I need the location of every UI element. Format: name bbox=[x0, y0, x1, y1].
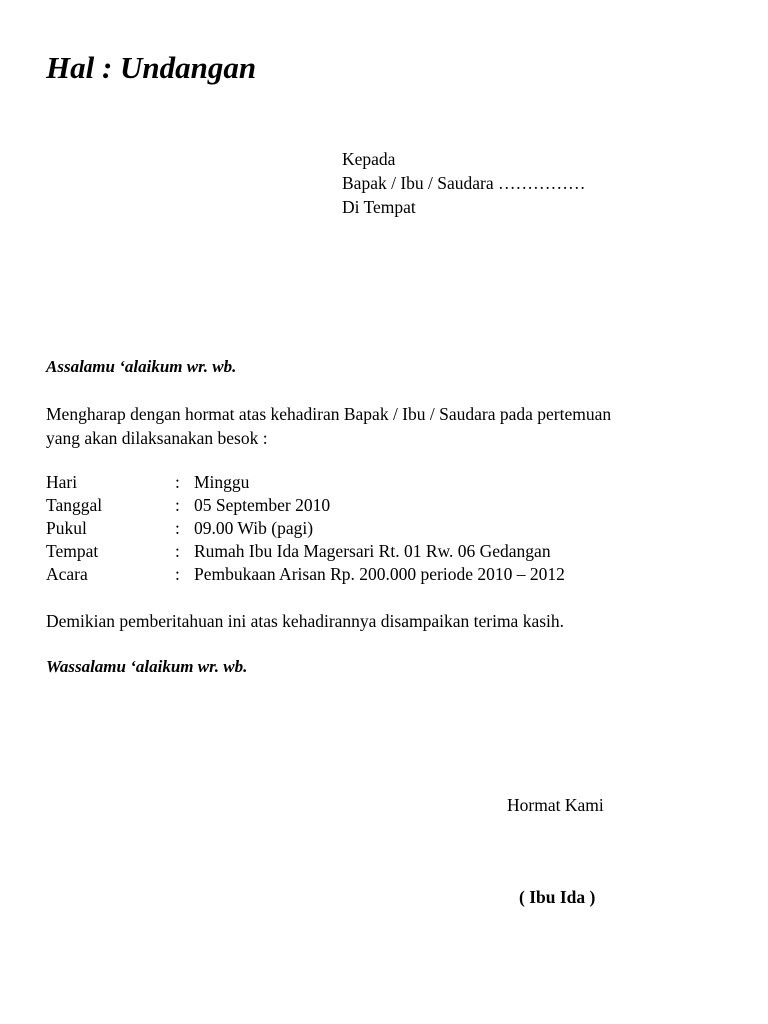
signoff-text: Hormat Kami bbox=[507, 795, 604, 815]
detail-label: Tempat bbox=[46, 541, 99, 561]
detail-separator: : bbox=[175, 518, 180, 538]
detail-row-pukul bbox=[46, 517, 565, 540]
signer-name: ( Ibu Ida ) bbox=[519, 887, 596, 907]
recipient-line-place: Di Tempat bbox=[342, 197, 416, 217]
detail-label: Hari bbox=[46, 472, 78, 492]
detail-value: 09.00 Wib (pagi) bbox=[194, 518, 314, 538]
detail-separator: : bbox=[175, 472, 180, 492]
letter-subject: Hal : Undangan bbox=[46, 50, 257, 85]
closing-greeting: Wassalamu ‘alaikum wr. wb. bbox=[46, 657, 248, 676]
detail-separator: : bbox=[175, 495, 180, 515]
intro-line-2: yang akan dilaksanakan besok : bbox=[46, 428, 268, 448]
event-details bbox=[46, 471, 565, 586]
detail-value: Rumah Ibu Ida Magersari Rt. 01 Rw. 06 Gedangan bbox=[194, 541, 551, 561]
closing-paragraph: Demikian pemberitahuan ini atas kehadirannya disampaikan terima kasih. bbox=[46, 611, 565, 631]
detail-label: Acara bbox=[46, 564, 88, 584]
recipient-block bbox=[342, 147, 586, 219]
detail-value: Minggu bbox=[194, 472, 250, 492]
intro-line-1: Mengharap dengan hormat atas kehadiran Bapak / Ibu / Saudara pada pertemuan bbox=[46, 404, 612, 424]
detail-separator: : bbox=[175, 541, 180, 561]
detail-value: Pembukaan Arisan Rp. 200.000 periode 2010 – 2012 bbox=[194, 564, 565, 584]
detail-label: Tanggal bbox=[46, 495, 103, 515]
detail-label: Pukul bbox=[46, 518, 87, 538]
detail-row-tanggal bbox=[46, 494, 565, 517]
detail-row-hari bbox=[46, 471, 565, 494]
opening-greeting: Assalamu ‘alaikum wr. wb. bbox=[46, 357, 237, 376]
intro-paragraph bbox=[46, 402, 706, 450]
detail-value: 05 September 2010 bbox=[194, 495, 331, 515]
recipient-line-kepada: Kepada bbox=[342, 149, 396, 169]
detail-separator: : bbox=[175, 564, 180, 584]
detail-row-tempat bbox=[46, 540, 565, 563]
recipient-line-name: Bapak / Ibu / Saudara …………… bbox=[342, 173, 586, 193]
detail-row-acara bbox=[46, 563, 565, 586]
